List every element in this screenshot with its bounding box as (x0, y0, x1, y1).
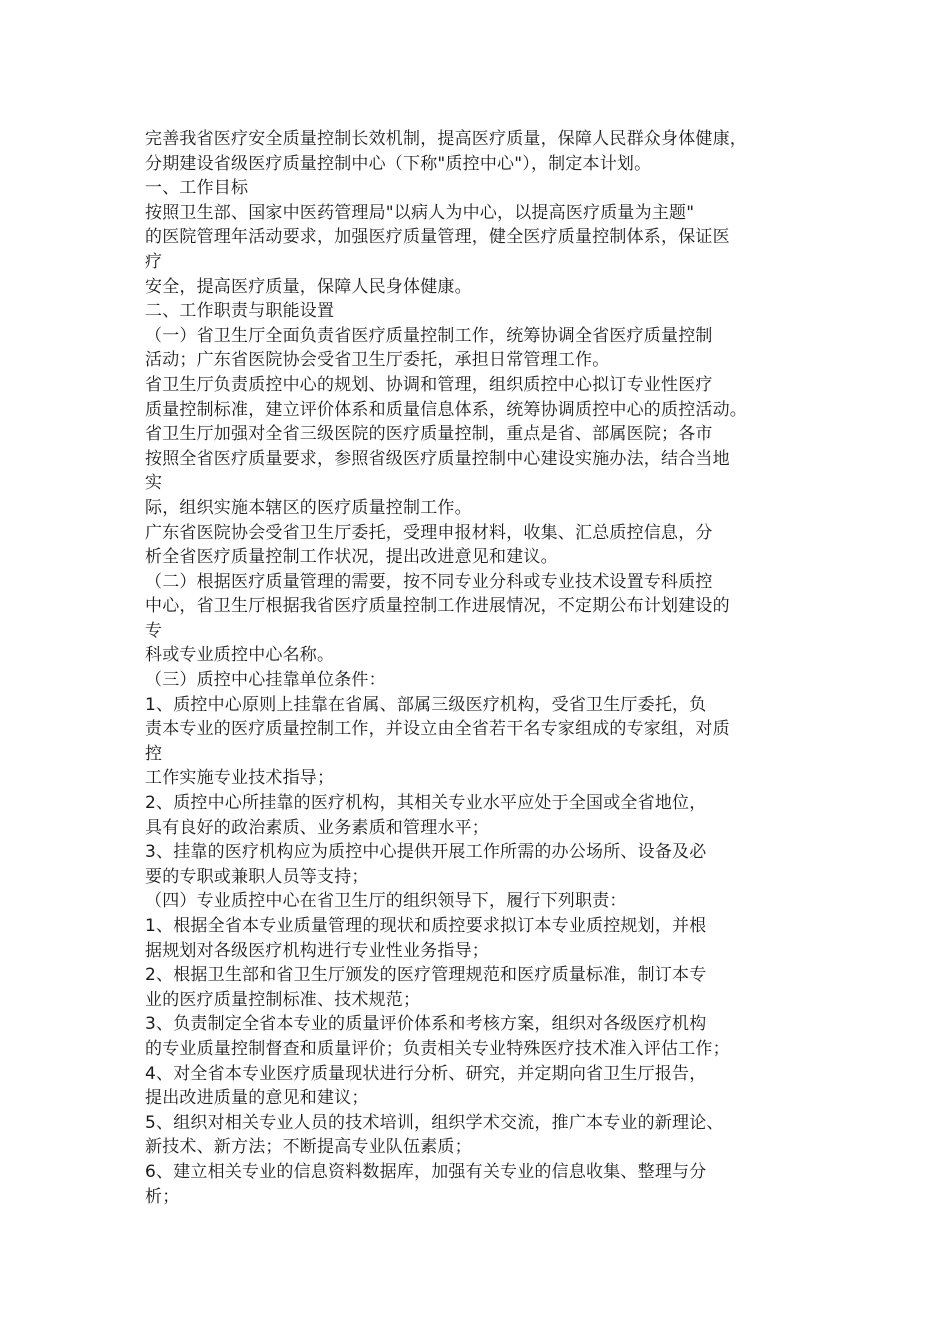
text-line: 业的医疗质量控制标准、技术规范； (145, 989, 421, 1010)
text-line: 安全，提高医疗质量，保障人民身体健康。 (145, 276, 472, 297)
text-line: 析全省医疗质量控制工作状况，提出改进意见和建议。 (145, 547, 558, 568)
text-line: 6、建立相关专业的信息资料数据库，加强有关专业的信息收集、整理与分 (145, 1161, 707, 1182)
text-line: 分期建设省级医疗质量控制中心（下称"质控中心"），制定本计划。 (145, 153, 652, 174)
text-line: 新技术、新方法；不断提高专业队伍素质； (145, 1137, 472, 1158)
text-line: （四）专业质控中心在省卫生厅的组织领导下，履行下列职责： (145, 891, 627, 912)
text-line: 5、组织对相关专业人员的技术培训，组织学术交流，推广本专业的新理论、 (145, 1112, 724, 1133)
text-line: 二、工作职责与职能设置 (145, 301, 335, 322)
text-line: 控 (145, 743, 163, 764)
text-line: 质量控制标准，建立评价体系和质量信息体系，统筹协调质控中心的质控活动。 (145, 399, 747, 420)
text-line: （一）省卫生厅全面负责省医疗质量控制工作，统筹协调全省医疗质量控制 (145, 325, 713, 346)
text-line: 1、质控中心原则上挂靠在省属、部属三级医疗机构，受省卫生厅委托，负 (145, 694, 707, 715)
text-line: 省卫生厅加强对全省三级医院的医疗质量控制，重点是省、部属医院；各市 (145, 424, 713, 445)
text-line: 按照卫生部、国家中医药管理局"以病人为中心，以提高医疗质量为主题" (145, 202, 695, 223)
text-line: 省卫生厅负责质控中心的规划、协调和管理，组织质控中心拟订专业性医疗 (145, 374, 713, 395)
text-line: 疗 (145, 251, 163, 272)
text-line: 工作实施专业技术指导； (145, 768, 335, 789)
text-line: 际，组织实施本辖区的医疗质量控制工作。 (145, 497, 472, 518)
text-line: 按照全省医疗质量要求，参照省级医疗质量控制中心建设实施办法，结合当地 (145, 448, 730, 469)
document-body (145, 127, 815, 1209)
text-line: 完善我省医疗安全质量控制长效机制，提高医疗质量，保障人民群众身体健康， (145, 129, 747, 149)
text-line: 3、负责制定全省本专业的质量评价体系和考核方案，组织对各级医疗机构 (145, 1014, 707, 1035)
text-line: 2、质控中心所挂靠的医疗机构，其相关专业水平应处于全国或全省地位， (145, 793, 707, 814)
text-line: 3、挂靠的医疗机构应为质控中心提供开展工作所需的办公场所、设备及必 (145, 842, 707, 863)
text-line: 1、根据全省本专业质量管理的现状和质控要求拟订本专业质控规划，并根 (145, 916, 707, 936)
text-line: （三）质控中心挂靠单位条件： (145, 670, 386, 691)
text-line: 中心，省卫生厅根据我省医疗质量控制工作进展情况，不定期公布计划建设的 (145, 596, 730, 617)
text-line: 2、根据卫生部和省卫生厅颁发的医疗管理规范和医疗质量标准，制订本专 (145, 965, 707, 986)
text-line: 析； (145, 1186, 180, 1207)
text-line: 的专业质量控制督查和质量评价；负责相关专业特殊医疗技术准入评估工作； (145, 1038, 730, 1059)
text-line: 提出改进质量的意见和建议； (145, 1088, 369, 1109)
text-line: 的医院管理年活动要求，加强医疗质量管理，健全医疗质量控制体系，保证医 (145, 227, 730, 248)
text-line: 科或专业质控中心名称。 (145, 645, 335, 666)
text-line: 具有良好的政治素质、业务素质和管理水平； (145, 817, 489, 838)
text-line: 一、工作目标 (145, 178, 249, 199)
text-line: （二）根据医疗质量管理的需要，按不同专业分科或专业技术设置专科质控 (145, 571, 713, 592)
text-line: 专 (145, 620, 163, 641)
text-line: 活动；广东省医院协会受省卫生厅委托，承担日常管理工作。 (145, 350, 610, 371)
text-line: 要的专职或兼职人员等支持； (145, 866, 369, 887)
text-line: 广东省医院协会受省卫生厅委托，受理申报材料，收集、汇总质控信息，分 (145, 522, 713, 543)
text-line: 实 (145, 473, 163, 494)
text-line: 4、对全省本专业医疗质量现状进行分析、研究，并定期向省卫生厅报告， (145, 1063, 707, 1084)
text-line: 责本专业的医疗质量控制工作，并设立由全省若干名专家组成的专家组，对质 (145, 719, 730, 740)
text-line: 据规划对各级医疗机构进行专业性业务指导； (145, 940, 489, 961)
